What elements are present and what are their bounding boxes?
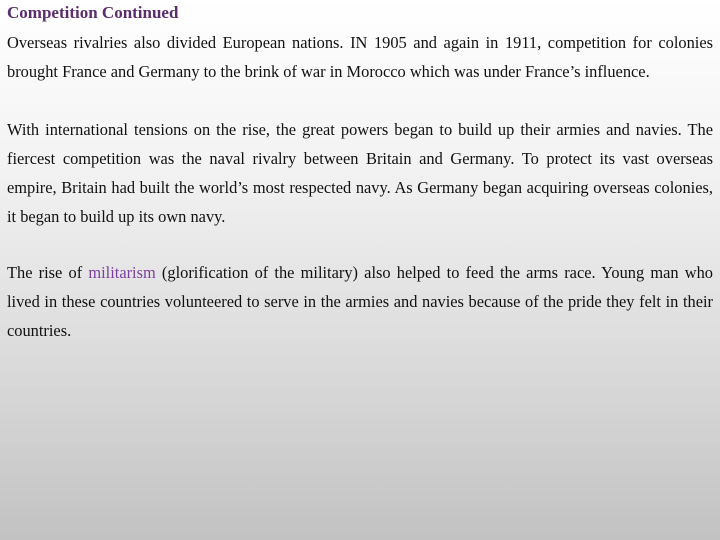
slide-content	[7, 0, 713, 345]
militarism-term: militarism	[88, 263, 156, 282]
paragraph-overseas-rivalries: Overseas rivalries also divided European nations. IN 1905 and again in 1911, competition for colonies brought France and Germany to the brink of war in Morocco which was under France’s influence.	[7, 33, 713, 81]
paragraph-militarism	[7, 258, 713, 345]
paragraph-naval-rivalry: With international tensions on the rise, the great powers began to build up their armies and navies. The fiercest competition was the naval rivalry between Britain and Germany. To protect its vast overseas empire, Britain had built the world’s most respected navy. As Germany began acquiring overseas colonies, it began to build up its own navy.	[7, 120, 713, 226]
slide-title: Competition Continued	[7, 3, 179, 22]
paragraph-militarism-after: (glorification of the military) also helped to feed the arms race. Young man who lived in these countries volunteered to serve in the armies and navies because of the pride they felt in their countries.	[7, 263, 713, 340]
paragraph-militarism-before: The rise of	[7, 263, 89, 282]
